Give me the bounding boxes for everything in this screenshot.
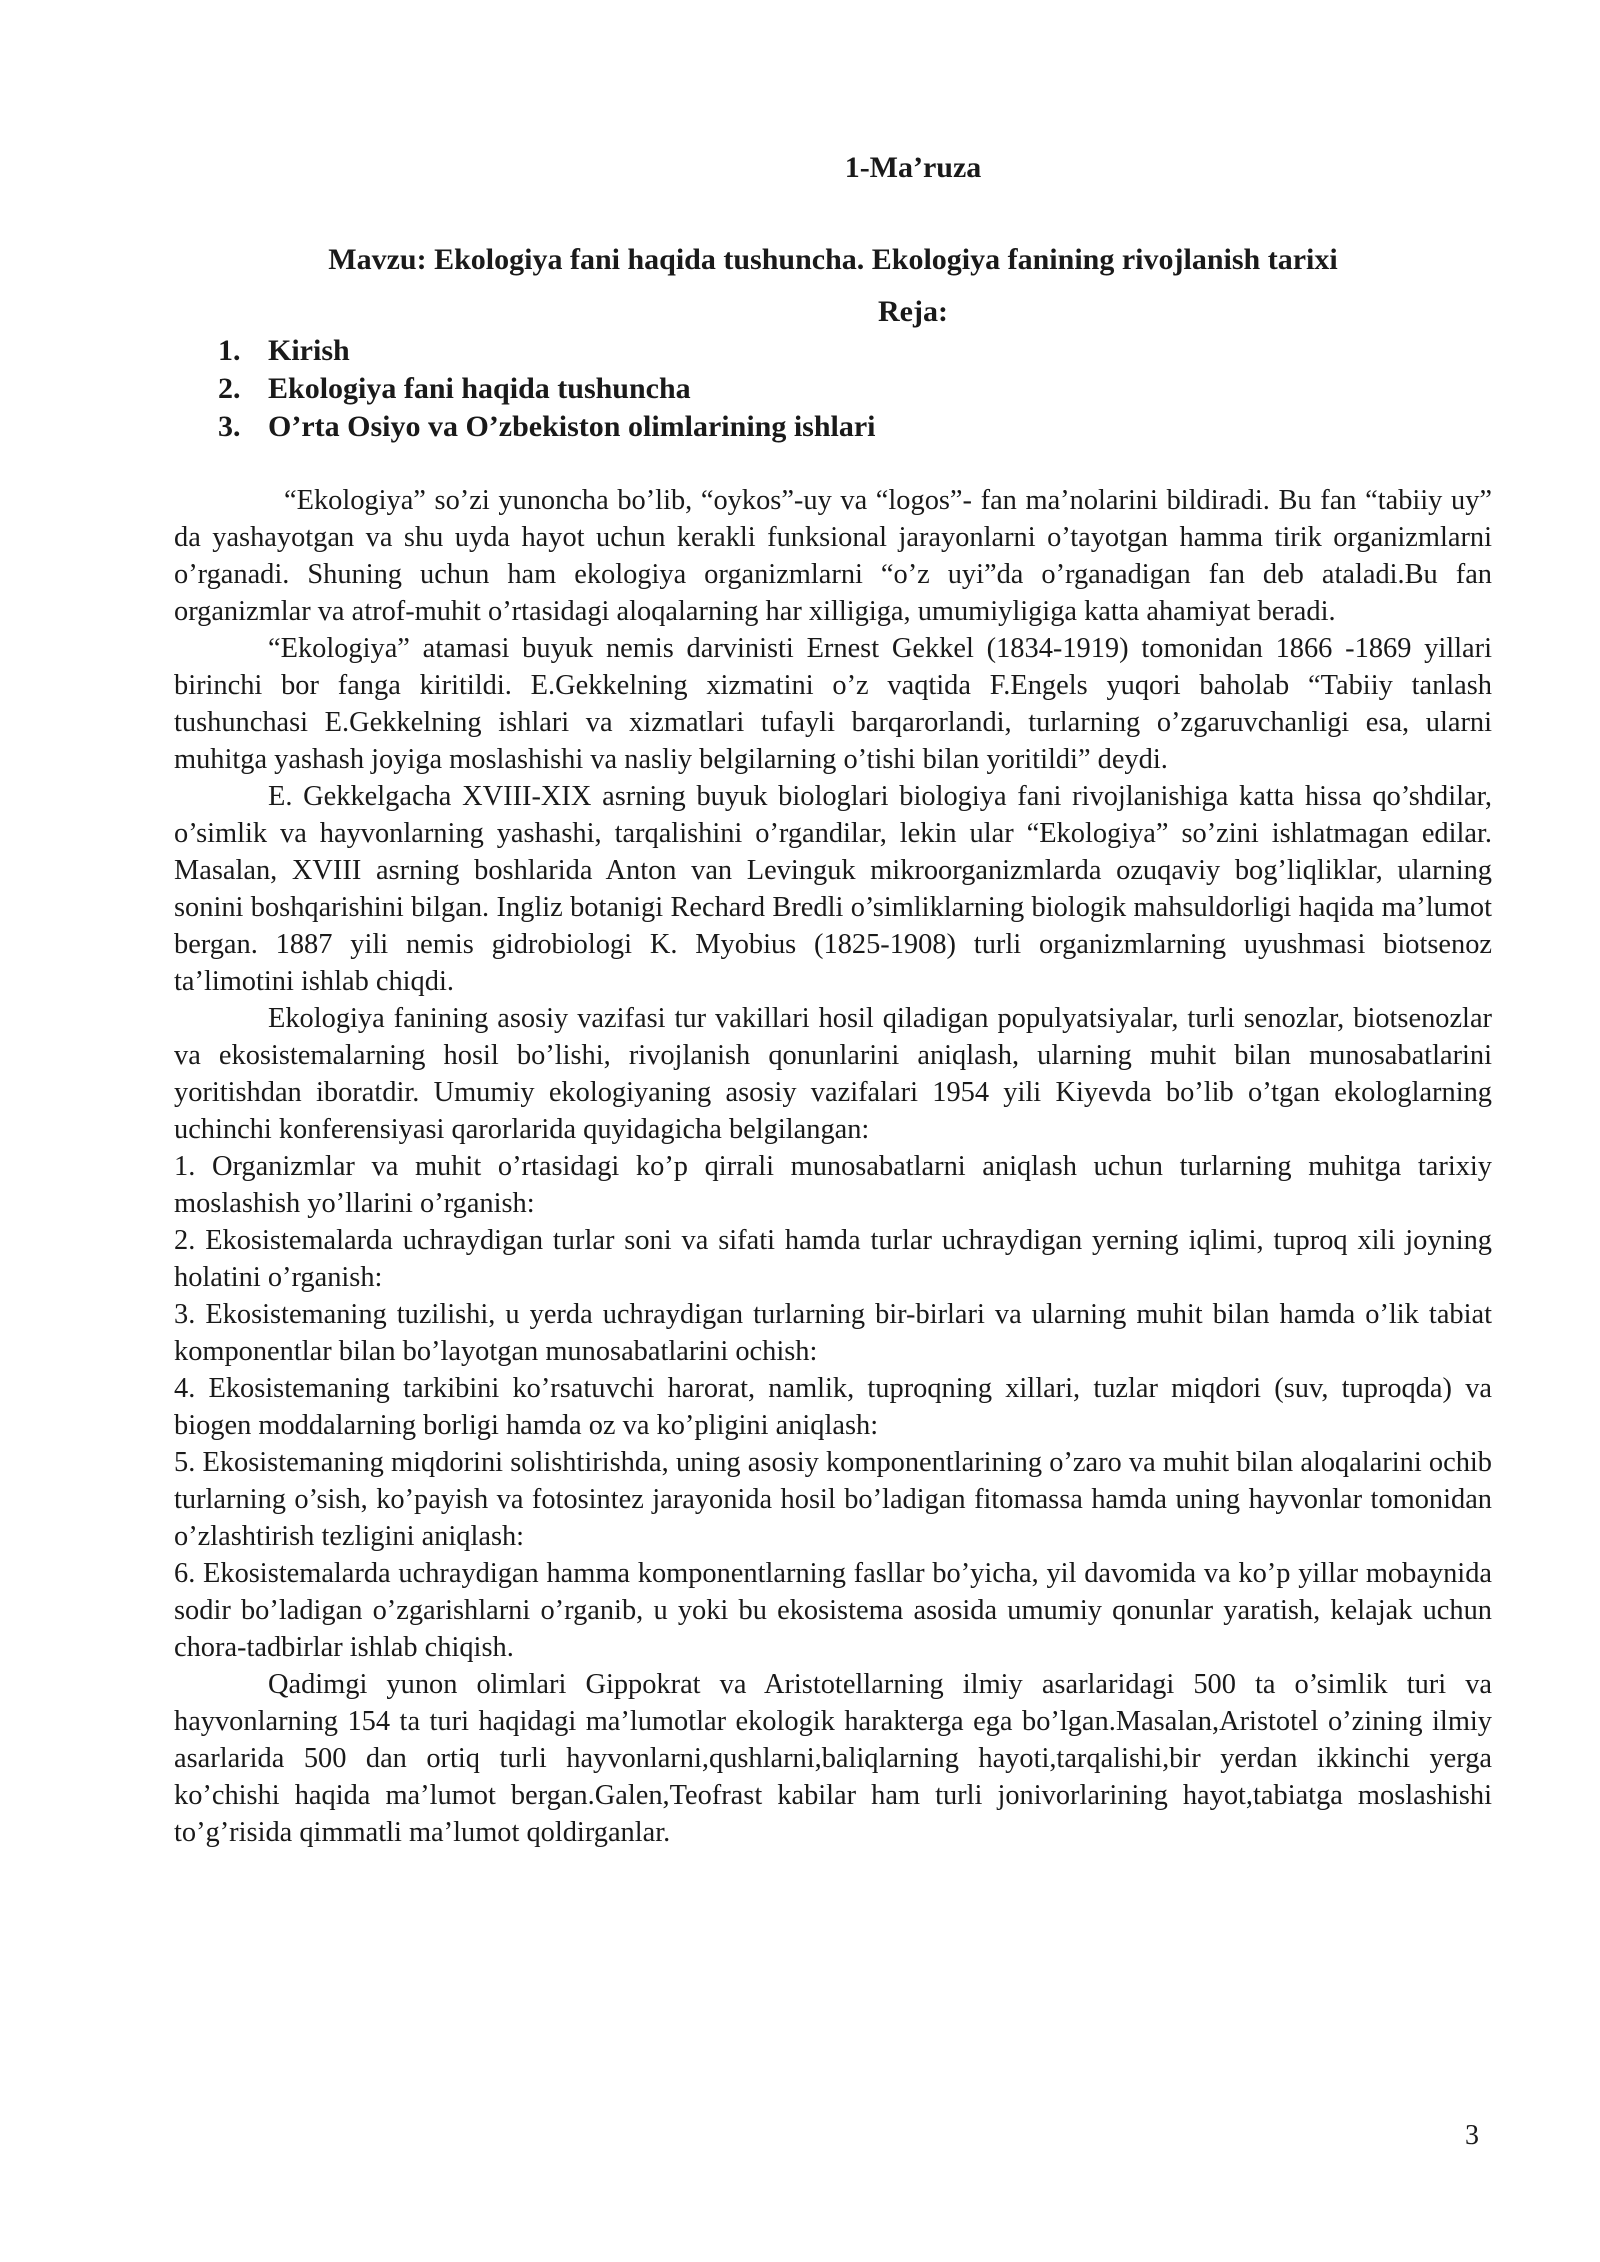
task-item: 6. Ekosistemalarda uchraydigan hamma komponentlarning fasllar bo’yicha, yil davomida va ko’p yillar mobaynida sodir bo’ladigan o’zgarishlarni o’rganib, u yoki bu ekosistema asosida umumiy qonunlar yaratish, kelajak uchun chora-tadbirlar ishlab chiqish. [174,1558,1492,1663]
plan-item-number: 2. [218,372,241,405]
plan-item-text: Kirish [268,334,350,367]
paragraph: Ekologiya fanining asosiy vazifasi tur vakillari hosil qiladigan populyatsiyalar, turli senozlar, biotsenozlar va ekosistemalarning hosil bo’lishi, rivojlanish qonunlarini aniqlash, ularning muhit bilan munosabatlarini yoritishdan iboratdir. Umumiy ekologiyaning asosiy vazifalari 1954 yili Kiyevda bo’lib o’tgan ekologlarning uchinchi konferensiyasi qarorlarida quyidagicha belgilangan: [174,1003,1492,1145]
task-item: 5. Ekosistemaning miqdorini solishtirishda, uning asosiy komponentlarining o’zaro va muhit bilan aloqalarini ochib turlarning o’sish, ko’payish va fotosintez jarayonida hosil bo’ladigan fitomassa hamda uning hayvonlar tomonidan o’zlashtirish tezligini aniqlash: [174,1447,1492,1552]
task-item: 3. Ekosistemaning tuzilishi, u yerda uchraydigan turlarning bir-birlari va ularning muhit bilan hamda o’lik tabiat komponentlar bilan bo’layotgan munosabatlarini ochish: [174,1299,1492,1367]
plan-item-number: 3. [218,410,241,443]
plan-item-number: 1. [218,334,241,367]
paragraph: Qadimgi yunon olimlari Gippokrat va Aristotellarning ilmiy asarlaridagi 500 ta o’simlik turi va hayvonlarning 154 ta turi haqidagi ma’lumotlar ekologik harakterga ega bo’lgan.Masalan,Aristotel o’zining ilmiy asarlarida 500 dan ortiq turli hayvonlarni,qushlarni,baliqlarning hayoti,tarqalishi,bir yerdan ikkinchi yerga ko’chishi haqida ma’lumot bergan.Galen,Teofrast kabilar ham turli jonivorlarining hayot,tabiatga moslashishi to’g’risida qimmatli ma’lumot qoldirganlar. [174,1669,1492,1848]
lecture-number-heading: 1-Ma’ruza [844,151,982,184]
plan-title: Reja: [878,295,948,328]
document-page [174,150,1492,1851]
plan-item-text: O’rta Osiyo va O’zbekiston olimlarining ishlari [268,410,876,443]
task-item: 2. Ekosistemalarda uchraydigan turlar soni va sifati hamda turlar uchraydigan yerning iqlimi, tuproq xili joyning holatini o’rganish: [174,1225,1492,1293]
topic-heading: Mavzu: Ekologiya fani haqida tushuncha. Ekologiya fanining rivojlanish tarixi [328,243,1338,276]
paragraph: “Ekologiya” atamasi buyuk nemis darvinisti Ernest Gekkel (1834-1919) tomonidan 1866 -1869 yillari birinchi bor fanga kiritildi. E.Gekkelning xizmatini o’z vaqtida F.Engels yuqori baholab “Tabiiy tanlash tushunchasi E.Gekkelning ishlari va xizmatlari tufayli barqarorlandi, turlarning o’zgaruvchanligi esa, ularni muhitga yashash joyiga moslashishi va nasliy belgilarning o’tishi bilan yoritildi” deydi. [174,633,1492,775]
task-item: 4. Ekosistemaning tarkibini ko’rsatuvchi harorat, namlik, tuproqning xillari, tuzlar miqdori (suv, tuproqda) va biogen moddalarning borligi hamda oz va ko’pligini aniqlash: [174,1373,1492,1441]
plan-item [218,408,1492,446]
page-number: 3 [1465,2120,1479,2151]
paragraph: E. Gekkelgacha XVIII-XIX asrning buyuk biologlari biologiya fani rivojlanishiga katta hissa qo’shdilar, o’simlik va hayvonlarning yashashi, tarqalishini o’rgandilar, lekin ular “Ekologiya” so’zini ishlatmagan edilar. Masalan, XVIII asrning boshlarida Anton van Levinguk mikroorganizmlarda ozuqaviy bog’liqliklar, ularning sonini boshqarishini bilgan. Ingliz botanigi Rechard Bredli o’simliklarning biologik mahsuldorligi haqida ma’lumot bergan. 1887 yili nemis gidrobiologi K. Myobius (1825-1908) turli organizmlarning uyushmasi biotsenoz ta’limotini ishlab chiqdi. [174,781,1492,997]
body-text [174,482,1492,1851]
paragraph: “Ekologiya” so’zi yunoncha bo’lib, “oykos”-uy va “logos”- fan ma’nolarini bildiradi. Bu fan “tabiiy uy” da yashayotgan va shu uyda hayot uchun kerakli funksional jarayonlarni o’tayotgan hamma tirik organizmlarni o’rganadi. Shuning uchun ham ekologiya organizmlarni “o’z uyi”da o’rganadigan fan deb ataladi.Bu fan organizmlar va atrof-muhit o’rtasidagi aloqalarning har xilligiga, umumiyligiga katta ahamiyat beradi. [174,485,1492,627]
plan-item-text: Ekologiya fani haqida tushuncha [268,372,691,405]
plan-list [174,332,1492,446]
task-item: 1. Organizmlar va muhit o’rtasidagi ko’p qirrali munosabatlarni aniqlash uchun turlarning muhitga tarixiy moslashish yo’llarini o’rganish: [174,1151,1492,1219]
plan-item [218,332,1492,370]
plan-item [218,370,1492,408]
